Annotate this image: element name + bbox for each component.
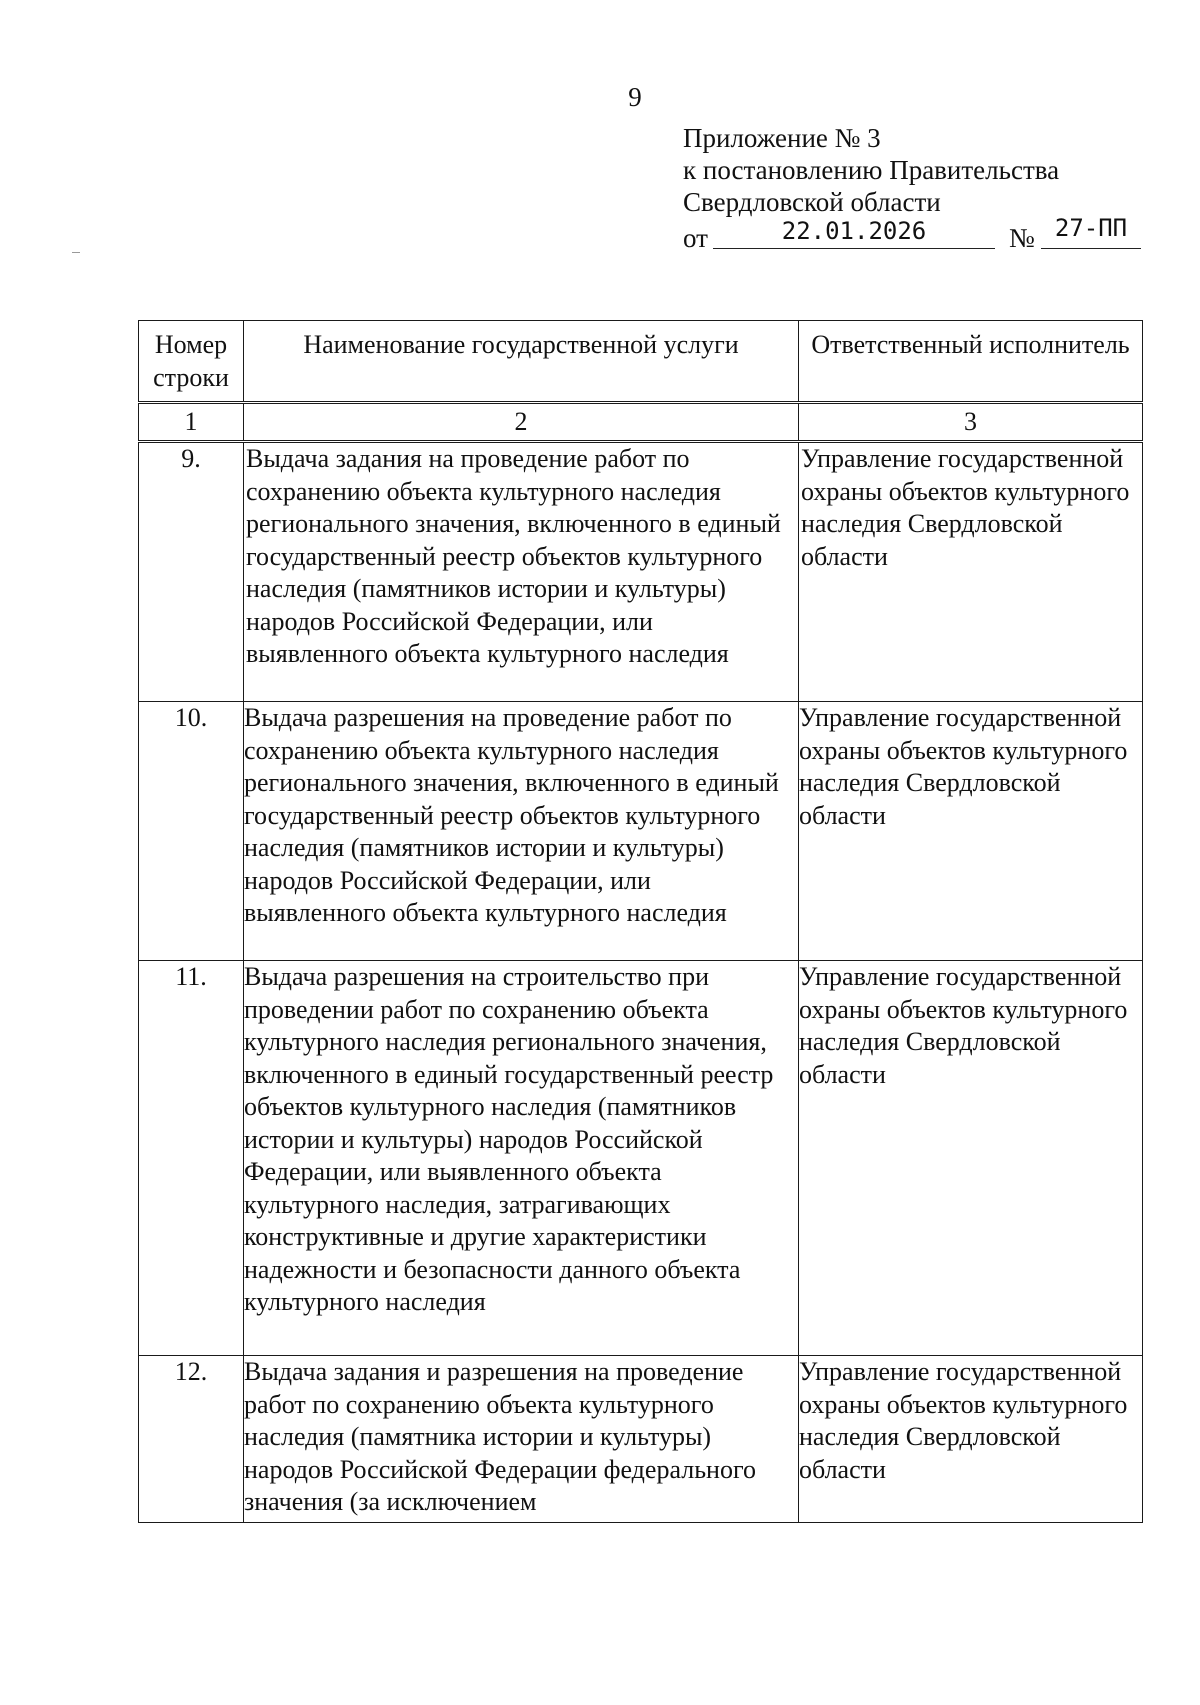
- table-row: [139, 702, 1143, 961]
- column-number: 1: [139, 403, 244, 442]
- column-number-row: [139, 403, 1143, 442]
- header-executor: Ответственный исполнитель: [799, 321, 1143, 403]
- table-row: [139, 1356, 1143, 1523]
- table-row: [139, 442, 1143, 702]
- header-row-number: Номер строки: [139, 321, 244, 403]
- header-service-name: Наименование государственной услуги: [244, 321, 799, 403]
- column-number: 3: [799, 403, 1143, 442]
- scan-mark: [72, 252, 80, 253]
- document-number: 27-ПП: [1041, 214, 1141, 249]
- services-table: [138, 320, 1143, 1523]
- row-number: 12.: [139, 1356, 244, 1523]
- executor: Управление государственной охраны объектов культурного наследия Свердловской области: [799, 1356, 1143, 1523]
- service-name: Выдача разрешения на проведение работ по сохранению объекта культурного наследия регионального значения, включенного в единый государственный реестр объектов культурного наследия (памятников истории и культуры) народов Российской Федерации, или выявленного объекта культурного наследия: [244, 702, 799, 961]
- appendix-title: Приложение № 3: [683, 123, 881, 153]
- service-name: Выдача разрешения на строительство при проведении работ по сохранению объекта культурного наследия регионального значения, включенного в единый государственный реестр объектов культурного наследия (памятников истории и культуры) народов Российской Федерации, или выявленного объекта культурного наследия, затрагивающих конструктивные и другие характеристики надежности и безопасности данного объекта культурного наследия: [244, 961, 799, 1356]
- executor: Управление государственной охраны объектов культурного наследия Свердловской области: [799, 961, 1143, 1356]
- appendix-date-line: [683, 214, 1128, 253]
- date-prefix: от: [683, 223, 708, 253]
- row-number: 10.: [139, 702, 244, 961]
- date-value: 22.01.2026: [713, 218, 995, 249]
- appendix-region: Свердловской области: [683, 187, 941, 217]
- row-number: 11.: [139, 961, 244, 1356]
- appendix-reference: к постановлению Правительства: [683, 155, 1060, 185]
- number-prefix: №: [1009, 223, 1035, 253]
- column-number: 2: [244, 403, 799, 442]
- table-header-row: [139, 321, 1143, 403]
- executor: Управление государственной охраны объектов культурного наследия Свердловской области: [799, 442, 1143, 702]
- appendix-block: [683, 122, 1128, 253]
- page-number: 9: [628, 82, 642, 112]
- service-name: Выдача задания на проведение работ по сохранению объекта культурного наследия регионального значения, включенного в единый государственный реестр объектов культурного наследия (памятников истории и культуры) народов Российской Федерации, или выявленного объекта культурного наследия: [244, 442, 799, 702]
- row-number: 9.: [139, 442, 244, 702]
- table-row: [139, 961, 1143, 1356]
- executor: Управление государственной охраны объектов культурного наследия Свердловской области: [799, 702, 1143, 961]
- service-name: Выдача задания и разрешения на проведение работ по сохранению объекта культурного наследия (памятника истории и культуры) народов Российской Федерации федерального значения (за исключением: [244, 1356, 799, 1523]
